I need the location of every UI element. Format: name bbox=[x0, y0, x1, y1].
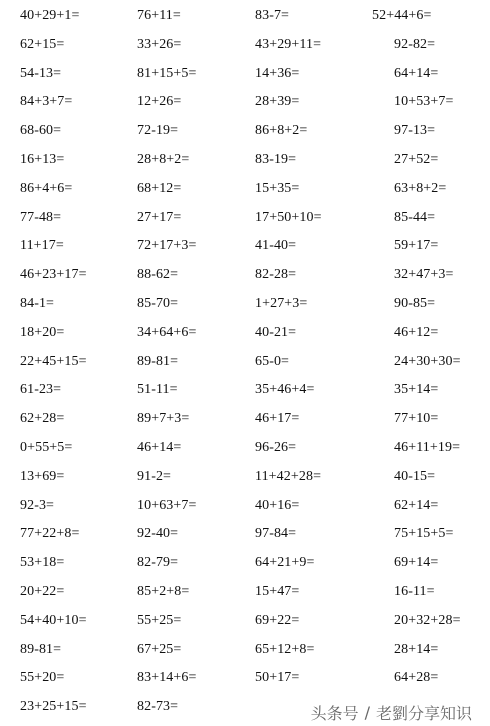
worksheet-row bbox=[0, 611, 490, 631]
problem-cell: 83+14+6= bbox=[137, 670, 197, 686]
problem-cell: 69+22= bbox=[255, 612, 300, 628]
worksheet-row bbox=[0, 409, 490, 429]
problem-cell: 40+29+1= bbox=[20, 8, 80, 23]
problem-cell: 23+25+15= bbox=[20, 699, 87, 715]
problem-cell: 52+44+6= bbox=[372, 8, 432, 23]
problem-cell: 16-11= bbox=[394, 584, 435, 599]
problem-cell: 54+40+10= bbox=[20, 612, 87, 628]
problem-cell: 89+7+3= bbox=[137, 411, 190, 427]
problem-cell: 82-28= bbox=[255, 267, 297, 283]
problem-cell: 92-40= bbox=[137, 526, 179, 542]
worksheet-row bbox=[0, 208, 490, 228]
problem-cell: 76+11= bbox=[137, 8, 181, 23]
problem-cell: 40-21= bbox=[255, 324, 297, 340]
problem-cell: 46+17= bbox=[255, 411, 300, 427]
problem-cell: 40+16= bbox=[255, 497, 300, 513]
problem-cell: 24+30+30= bbox=[394, 353, 461, 369]
worksheet-row bbox=[0, 323, 490, 343]
problem-cell: 15+35= bbox=[255, 180, 300, 196]
problem-cell: 46+11+19= bbox=[394, 440, 461, 455]
problem-cell: 35+46+4= bbox=[255, 382, 315, 398]
problem-cell: 11+17= bbox=[20, 238, 64, 254]
problem-cell: 43+29+11= bbox=[255, 36, 322, 52]
problem-cell: 77+10= bbox=[394, 411, 439, 427]
problem-cell: 68-60= bbox=[20, 123, 62, 139]
problem-cell: 84-1= bbox=[20, 296, 55, 311]
problem-cell: 28+8+2= bbox=[137, 152, 190, 167]
worksheet-row bbox=[0, 553, 490, 573]
worksheet-row bbox=[0, 150, 490, 170]
problem-cell: 28+39= bbox=[255, 94, 300, 110]
problem-cell: 15+47= bbox=[255, 584, 300, 599]
problem-cell: 84+3+7= bbox=[20, 94, 73, 110]
problem-cell: 91-2= bbox=[137, 468, 172, 484]
problem-cell: 46+14= bbox=[137, 440, 182, 455]
problem-cell: 40-15= bbox=[394, 468, 436, 484]
problem-cell: 69+14= bbox=[394, 555, 439, 571]
problem-cell: 62+14= bbox=[394, 497, 439, 513]
problem-cell: 97-84= bbox=[255, 526, 297, 542]
worksheet-row bbox=[0, 640, 490, 660]
problem-cell: 75+15+5= bbox=[394, 526, 454, 542]
problem-cell: 62+15= bbox=[20, 36, 65, 52]
watermark-platform: 头条号 bbox=[310, 703, 359, 723]
problem-cell: 89-81= bbox=[137, 353, 179, 369]
problem-cell: 83-7= bbox=[255, 8, 290, 23]
problem-cell: 63+8+2= bbox=[394, 180, 447, 196]
problem-cell: 85-44= bbox=[394, 209, 436, 225]
problem-cell: 96-26= bbox=[255, 440, 297, 455]
problem-cell: 20+22= bbox=[20, 584, 65, 599]
problem-cell: 61-23= bbox=[20, 382, 62, 398]
worksheet-row bbox=[0, 438, 490, 458]
problem-cell: 86+8+2= bbox=[255, 123, 308, 139]
worksheet-row bbox=[0, 92, 490, 112]
worksheet-row bbox=[0, 64, 490, 84]
problem-cell: 97-13= bbox=[394, 123, 436, 139]
problem-cell: 77-48= bbox=[20, 209, 62, 225]
worksheet-row bbox=[0, 496, 490, 516]
problem-cell: 20+32+28= bbox=[394, 612, 461, 628]
problem-cell: 13+69= bbox=[20, 468, 65, 484]
problem-cell: 92-3= bbox=[20, 497, 55, 513]
problem-cell: 65+12+8= bbox=[255, 641, 315, 657]
problem-cell: 55+20= bbox=[20, 670, 65, 686]
problem-cell: 88-62= bbox=[137, 267, 179, 283]
worksheet-row bbox=[0, 352, 490, 372]
problem-cell: 68+12= bbox=[137, 180, 182, 196]
problem-cell: 14+36= bbox=[255, 65, 300, 81]
problem-cell: 86+4+6= bbox=[20, 180, 73, 196]
problem-cell: 85-70= bbox=[137, 296, 179, 311]
problem-cell: 92-82= bbox=[394, 36, 436, 52]
problem-cell: 50+17= bbox=[255, 670, 300, 686]
problem-cell: 18+20= bbox=[20, 324, 65, 340]
problem-cell: 55+25= bbox=[137, 612, 182, 628]
problem-cell: 62+28= bbox=[20, 411, 65, 427]
problem-cell: 10+53+7= bbox=[394, 94, 454, 110]
problem-cell: 81+15+5= bbox=[137, 65, 197, 81]
worksheet-row bbox=[0, 35, 490, 55]
worksheet-row bbox=[0, 380, 490, 400]
problem-cell: 82-79= bbox=[137, 555, 179, 571]
problem-cell: 46+23+17= bbox=[20, 267, 87, 283]
problem-cell: 90-85= bbox=[394, 296, 436, 311]
problem-cell: 59+17= bbox=[394, 238, 439, 254]
watermark-separator: / bbox=[364, 702, 370, 722]
problem-cell: 0+55+5= bbox=[20, 440, 73, 455]
worksheet-row bbox=[0, 582, 490, 602]
problem-cell: 53+18= bbox=[20, 555, 65, 571]
problem-cell: 17+50+10= bbox=[255, 209, 322, 225]
worksheet-row bbox=[0, 668, 490, 688]
problem-cell: 22+45+15= bbox=[20, 353, 87, 369]
problem-cell: 65-0= bbox=[255, 353, 290, 369]
problem-cell: 1+27+3= bbox=[255, 296, 308, 311]
problem-cell: 51-11= bbox=[137, 382, 178, 398]
worksheet-row bbox=[0, 294, 490, 314]
watermark-author: 老劉分享知识 bbox=[375, 703, 472, 723]
problem-cell: 41-40= bbox=[255, 238, 297, 254]
problem-cell: 72-19= bbox=[137, 123, 179, 139]
problem-cell: 10+63+7= bbox=[137, 497, 197, 513]
problem-cell: 64+14= bbox=[394, 65, 439, 81]
problem-cell: 83-19= bbox=[255, 152, 297, 167]
problem-cell: 16+13= bbox=[20, 152, 65, 167]
problem-cell: 72+17+3= bbox=[137, 238, 197, 254]
problem-cell: 82-73= bbox=[137, 699, 179, 715]
problem-cell: 89-81= bbox=[20, 641, 62, 657]
problem-cell: 32+47+3= bbox=[394, 267, 454, 283]
problem-cell: 27+52= bbox=[394, 152, 439, 167]
worksheet-row bbox=[0, 6, 490, 26]
problem-cell: 64+28= bbox=[394, 670, 439, 686]
worksheet-row bbox=[0, 265, 490, 285]
problem-cell: 34+64+6= bbox=[137, 324, 197, 340]
worksheet-row bbox=[0, 467, 490, 487]
problem-cell: 64+21+9= bbox=[255, 555, 315, 571]
worksheet-row bbox=[0, 121, 490, 141]
problem-cell: 35+14= bbox=[394, 382, 439, 398]
problem-cell: 11+42+28= bbox=[255, 468, 322, 484]
problem-cell: 28+14= bbox=[394, 641, 439, 657]
worksheet-row bbox=[0, 524, 490, 544]
worksheet-row bbox=[0, 236, 490, 256]
problem-cell: 46+12= bbox=[394, 324, 439, 340]
problem-cell: 67+25= bbox=[137, 641, 182, 657]
worksheet-row bbox=[0, 179, 490, 199]
problem-cell: 85+2+8= bbox=[137, 584, 190, 599]
watermark bbox=[307, 700, 476, 724]
problem-cell: 54-13= bbox=[20, 65, 62, 81]
problem-cell: 27+17= bbox=[137, 209, 182, 225]
problem-cell: 12+26= bbox=[137, 94, 182, 110]
problem-cell: 77+22+8= bbox=[20, 526, 80, 542]
problem-cell: 33+26= bbox=[137, 36, 182, 52]
